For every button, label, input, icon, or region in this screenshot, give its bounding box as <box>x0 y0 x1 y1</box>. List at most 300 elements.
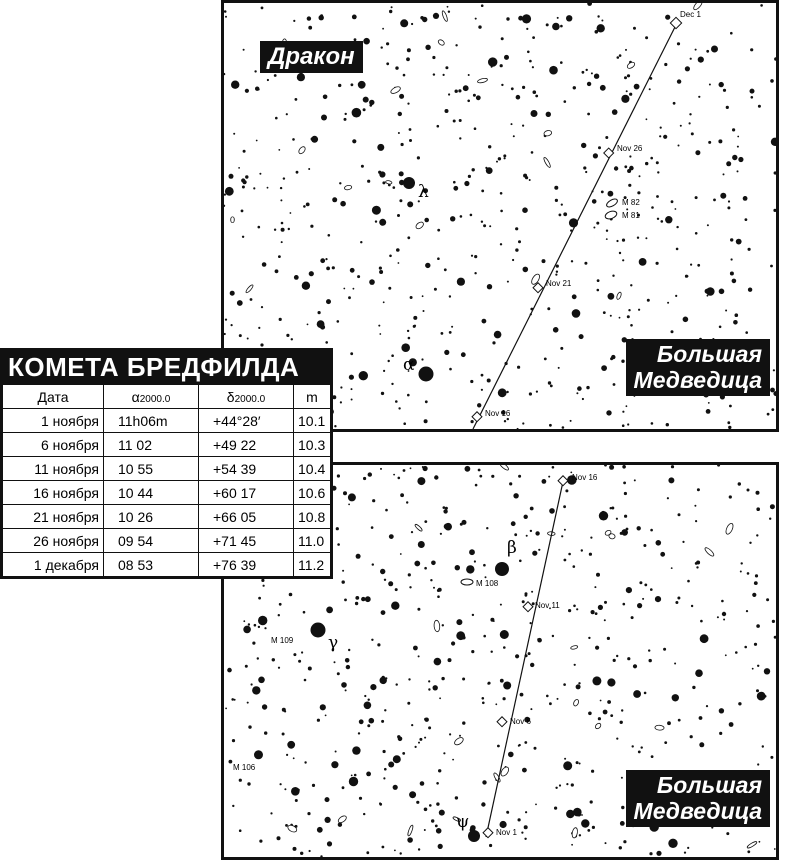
star <box>552 635 554 637</box>
star <box>723 89 726 92</box>
star <box>500 210 503 213</box>
star <box>506 811 509 814</box>
star <box>284 788 286 790</box>
star <box>277 836 281 840</box>
star <box>621 95 629 103</box>
star <box>398 112 402 116</box>
star <box>503 697 506 700</box>
star <box>372 206 381 215</box>
star <box>676 226 678 228</box>
star <box>735 651 738 654</box>
star <box>478 469 481 472</box>
star <box>448 658 452 662</box>
star <box>377 144 384 151</box>
star <box>462 678 465 681</box>
star <box>262 262 267 267</box>
star <box>633 27 636 30</box>
star <box>398 262 400 264</box>
star <box>563 683 566 686</box>
star <box>260 343 263 346</box>
star <box>678 513 681 516</box>
table-cell-ra: 11h06m <box>104 409 199 433</box>
star <box>243 620 245 622</box>
constellation-label-ursa-major-top: Большая Медведица <box>626 339 770 396</box>
star <box>605 842 607 844</box>
star <box>621 777 623 779</box>
table-row <box>3 529 331 553</box>
star <box>225 187 234 196</box>
star <box>346 665 350 669</box>
star <box>729 495 732 498</box>
star <box>733 320 738 325</box>
star <box>403 422 406 425</box>
star <box>420 781 425 786</box>
star <box>239 779 242 782</box>
star <box>577 386 582 391</box>
star <box>489 844 492 847</box>
star <box>622 424 625 427</box>
star <box>418 541 425 548</box>
star <box>558 367 560 369</box>
star <box>549 424 552 427</box>
star <box>247 782 250 785</box>
star <box>598 146 601 149</box>
star <box>564 100 567 103</box>
star <box>564 529 566 531</box>
star <box>682 541 684 543</box>
star <box>732 155 737 160</box>
star <box>307 812 310 815</box>
star <box>247 338 249 340</box>
star <box>627 315 630 318</box>
star <box>229 760 233 764</box>
star <box>627 423 629 425</box>
star <box>634 84 640 90</box>
star <box>571 260 573 262</box>
star <box>295 98 298 101</box>
star <box>231 698 234 701</box>
star <box>732 279 737 284</box>
star <box>728 200 730 202</box>
star <box>747 850 750 853</box>
star <box>696 566 698 568</box>
star <box>482 780 486 784</box>
star <box>695 232 698 235</box>
star <box>413 316 417 320</box>
star <box>471 650 474 653</box>
star <box>506 391 508 393</box>
star <box>668 839 677 848</box>
star <box>571 844 573 846</box>
star <box>504 157 506 159</box>
star <box>576 392 578 394</box>
table-cell-date: 11 ноября <box>3 457 104 481</box>
table-cell-date: 26 ноября <box>3 529 104 553</box>
star <box>393 755 401 763</box>
star <box>770 388 775 393</box>
star <box>597 289 600 292</box>
star <box>261 306 263 308</box>
star <box>564 758 566 760</box>
table-cell-dec: +76 39 <box>199 553 294 577</box>
star <box>285 824 288 827</box>
star <box>719 732 722 735</box>
star <box>498 157 501 160</box>
star <box>572 309 581 318</box>
star <box>556 265 559 268</box>
star <box>393 186 396 189</box>
star <box>535 95 538 98</box>
star <box>225 708 227 710</box>
star <box>722 612 726 616</box>
star <box>726 832 729 835</box>
star <box>699 742 704 747</box>
star <box>503 646 506 649</box>
star <box>646 118 648 120</box>
star <box>258 597 261 600</box>
star <box>270 812 272 814</box>
star <box>756 534 758 536</box>
star <box>521 832 523 834</box>
star <box>455 90 458 93</box>
star <box>279 603 282 606</box>
star <box>638 751 641 754</box>
star <box>550 385 553 388</box>
star <box>254 750 263 759</box>
star <box>608 293 615 300</box>
star <box>261 7 264 10</box>
star <box>409 128 412 131</box>
star <box>673 102 676 105</box>
star <box>687 580 690 583</box>
star <box>251 683 253 685</box>
star-alpha <box>419 367 434 382</box>
star <box>408 573 411 576</box>
star <box>248 725 251 728</box>
star <box>422 295 424 297</box>
star <box>675 601 678 604</box>
star <box>563 212 567 216</box>
star <box>621 709 623 711</box>
star <box>418 742 420 744</box>
galaxy-m108-icon <box>461 579 473 585</box>
star <box>361 165 364 168</box>
star <box>351 399 353 401</box>
comet-marker-nov26 <box>604 148 614 158</box>
table-cell-dec: +66 05 <box>199 505 294 529</box>
star <box>690 735 693 738</box>
star <box>650 157 653 160</box>
star <box>355 596 359 600</box>
star <box>667 302 669 304</box>
star <box>601 365 607 371</box>
star <box>773 209 776 212</box>
star <box>719 326 722 329</box>
star <box>770 504 775 509</box>
star <box>431 561 436 566</box>
date-label-nov1: Nov 1 <box>496 828 517 837</box>
star <box>428 680 430 682</box>
star <box>612 109 618 115</box>
star <box>531 151 534 154</box>
star <box>243 180 247 184</box>
star <box>538 549 540 551</box>
star <box>651 206 654 209</box>
star <box>579 763 581 765</box>
star <box>731 258 733 260</box>
galaxy-icon <box>344 185 352 191</box>
star <box>425 400 428 403</box>
header-dec: δ2000.0 <box>199 385 294 409</box>
star <box>341 682 347 688</box>
star <box>645 162 648 165</box>
table-cell-ra: 09 54 <box>104 529 199 553</box>
star <box>371 639 373 641</box>
star <box>381 720 384 723</box>
star <box>231 81 239 89</box>
star <box>395 400 398 403</box>
star <box>326 607 333 614</box>
star <box>467 100 470 103</box>
star <box>451 641 455 645</box>
star <box>389 10 392 13</box>
star <box>544 358 547 361</box>
star <box>456 631 465 640</box>
star <box>557 17 559 19</box>
star <box>500 192 503 195</box>
table-cell-date: 16 ноября <box>3 481 104 505</box>
star <box>630 284 632 286</box>
star <box>730 272 734 276</box>
star <box>629 155 631 157</box>
star <box>542 259 546 263</box>
star <box>774 57 776 61</box>
star <box>522 125 524 127</box>
star <box>261 579 264 582</box>
star <box>397 214 400 217</box>
star <box>332 197 337 202</box>
star <box>519 560 522 563</box>
star <box>683 317 689 323</box>
star <box>409 791 416 798</box>
star <box>700 634 709 643</box>
star <box>500 243 502 245</box>
star <box>232 805 234 807</box>
star <box>485 167 487 169</box>
galaxy-icon <box>245 284 254 294</box>
star <box>507 281 509 283</box>
star <box>417 608 420 611</box>
star <box>695 49 697 51</box>
star <box>620 721 623 724</box>
star <box>643 544 646 547</box>
star <box>622 259 624 261</box>
star <box>588 637 590 639</box>
star <box>348 493 356 501</box>
star <box>582 71 585 74</box>
star <box>773 369 775 371</box>
star <box>729 405 732 408</box>
galaxy-icon <box>725 522 735 535</box>
star-label-beta: β <box>507 538 517 558</box>
star <box>659 135 661 137</box>
star <box>584 262 587 265</box>
star <box>709 84 711 86</box>
star <box>364 695 366 697</box>
star <box>458 89 461 92</box>
star <box>382 181 385 184</box>
star <box>706 409 711 414</box>
star <box>591 72 593 74</box>
star <box>396 683 398 685</box>
star <box>320 258 325 263</box>
star <box>483 224 486 227</box>
star <box>367 724 370 727</box>
star <box>320 855 322 857</box>
star <box>386 62 389 65</box>
star <box>555 199 558 202</box>
star <box>378 171 381 174</box>
table-cell-ra: 10 55 <box>104 457 199 481</box>
star <box>366 772 371 777</box>
star <box>391 602 399 610</box>
star <box>509 482 512 485</box>
star <box>500 64 503 67</box>
table-body <box>3 409 331 577</box>
star <box>622 465 626 469</box>
star <box>354 774 357 777</box>
star <box>526 28 528 30</box>
star <box>432 56 435 59</box>
star <box>301 651 303 653</box>
star <box>325 817 331 823</box>
star <box>617 56 620 59</box>
star <box>537 638 539 640</box>
star <box>326 299 331 304</box>
star <box>243 49 245 51</box>
star <box>666 423 669 426</box>
star <box>353 288 355 290</box>
star <box>498 388 507 397</box>
star <box>496 161 498 163</box>
star <box>634 479 636 481</box>
star <box>717 616 719 618</box>
galaxy-icon <box>499 465 510 471</box>
star <box>304 761 306 763</box>
star <box>582 398 584 400</box>
star <box>409 139 412 142</box>
star <box>639 258 647 266</box>
star <box>719 289 725 295</box>
star-psi <box>468 830 480 842</box>
star <box>275 269 279 273</box>
star <box>242 186 245 189</box>
star <box>241 210 244 213</box>
star <box>495 703 497 705</box>
galaxy-icon <box>337 815 348 825</box>
star <box>725 654 727 656</box>
comet-marker-nov6 <box>497 717 507 727</box>
table-cell-date: 1 ноября <box>3 409 104 433</box>
galaxy-icon <box>298 146 307 155</box>
galaxy-icon <box>573 699 580 707</box>
table-cell-dec: +60 17 <box>199 481 294 505</box>
ephemeris-table <box>0 348 333 579</box>
star <box>770 756 773 759</box>
star <box>433 685 438 690</box>
star <box>363 813 365 815</box>
star <box>364 702 372 710</box>
star <box>493 620 495 622</box>
star <box>695 520 697 522</box>
star <box>275 117 278 120</box>
star <box>393 474 395 476</box>
star <box>708 402 710 404</box>
star <box>379 219 386 226</box>
star <box>424 808 428 812</box>
star <box>604 601 607 604</box>
star <box>488 57 497 66</box>
star <box>384 768 387 771</box>
table-cell-date: 21 ноября <box>3 505 104 529</box>
star <box>428 688 430 690</box>
star <box>259 840 262 843</box>
star <box>568 609 571 612</box>
star <box>590 537 592 539</box>
star <box>384 709 386 711</box>
table-cell-dec: +44°28′ <box>199 409 294 433</box>
star <box>560 61 563 64</box>
star <box>524 838 526 840</box>
star <box>691 132 694 135</box>
star <box>479 475 482 478</box>
star <box>684 852 686 854</box>
star <box>624 76 627 79</box>
star <box>425 45 430 50</box>
star <box>434 658 442 666</box>
star <box>616 518 618 520</box>
table-cell-ra: 08 53 <box>104 553 199 577</box>
star <box>529 392 532 395</box>
star <box>462 520 467 525</box>
header-ra: α2000.0 <box>104 385 199 409</box>
star <box>650 588 653 591</box>
star <box>303 205 306 208</box>
star <box>596 573 600 577</box>
star <box>439 697 441 699</box>
star <box>448 11 450 13</box>
star <box>461 352 466 357</box>
star <box>494 331 502 339</box>
star <box>771 138 776 146</box>
star <box>756 689 759 692</box>
star <box>410 296 413 299</box>
star <box>452 759 454 761</box>
star <box>280 783 282 785</box>
star <box>667 497 669 499</box>
star <box>421 358 423 360</box>
star <box>381 46 383 48</box>
star <box>690 58 692 60</box>
star <box>606 410 611 415</box>
star <box>481 190 484 193</box>
star <box>267 187 269 189</box>
star <box>478 25 481 28</box>
star <box>474 127 477 130</box>
star <box>661 220 664 223</box>
star <box>697 488 700 491</box>
star <box>433 73 435 75</box>
